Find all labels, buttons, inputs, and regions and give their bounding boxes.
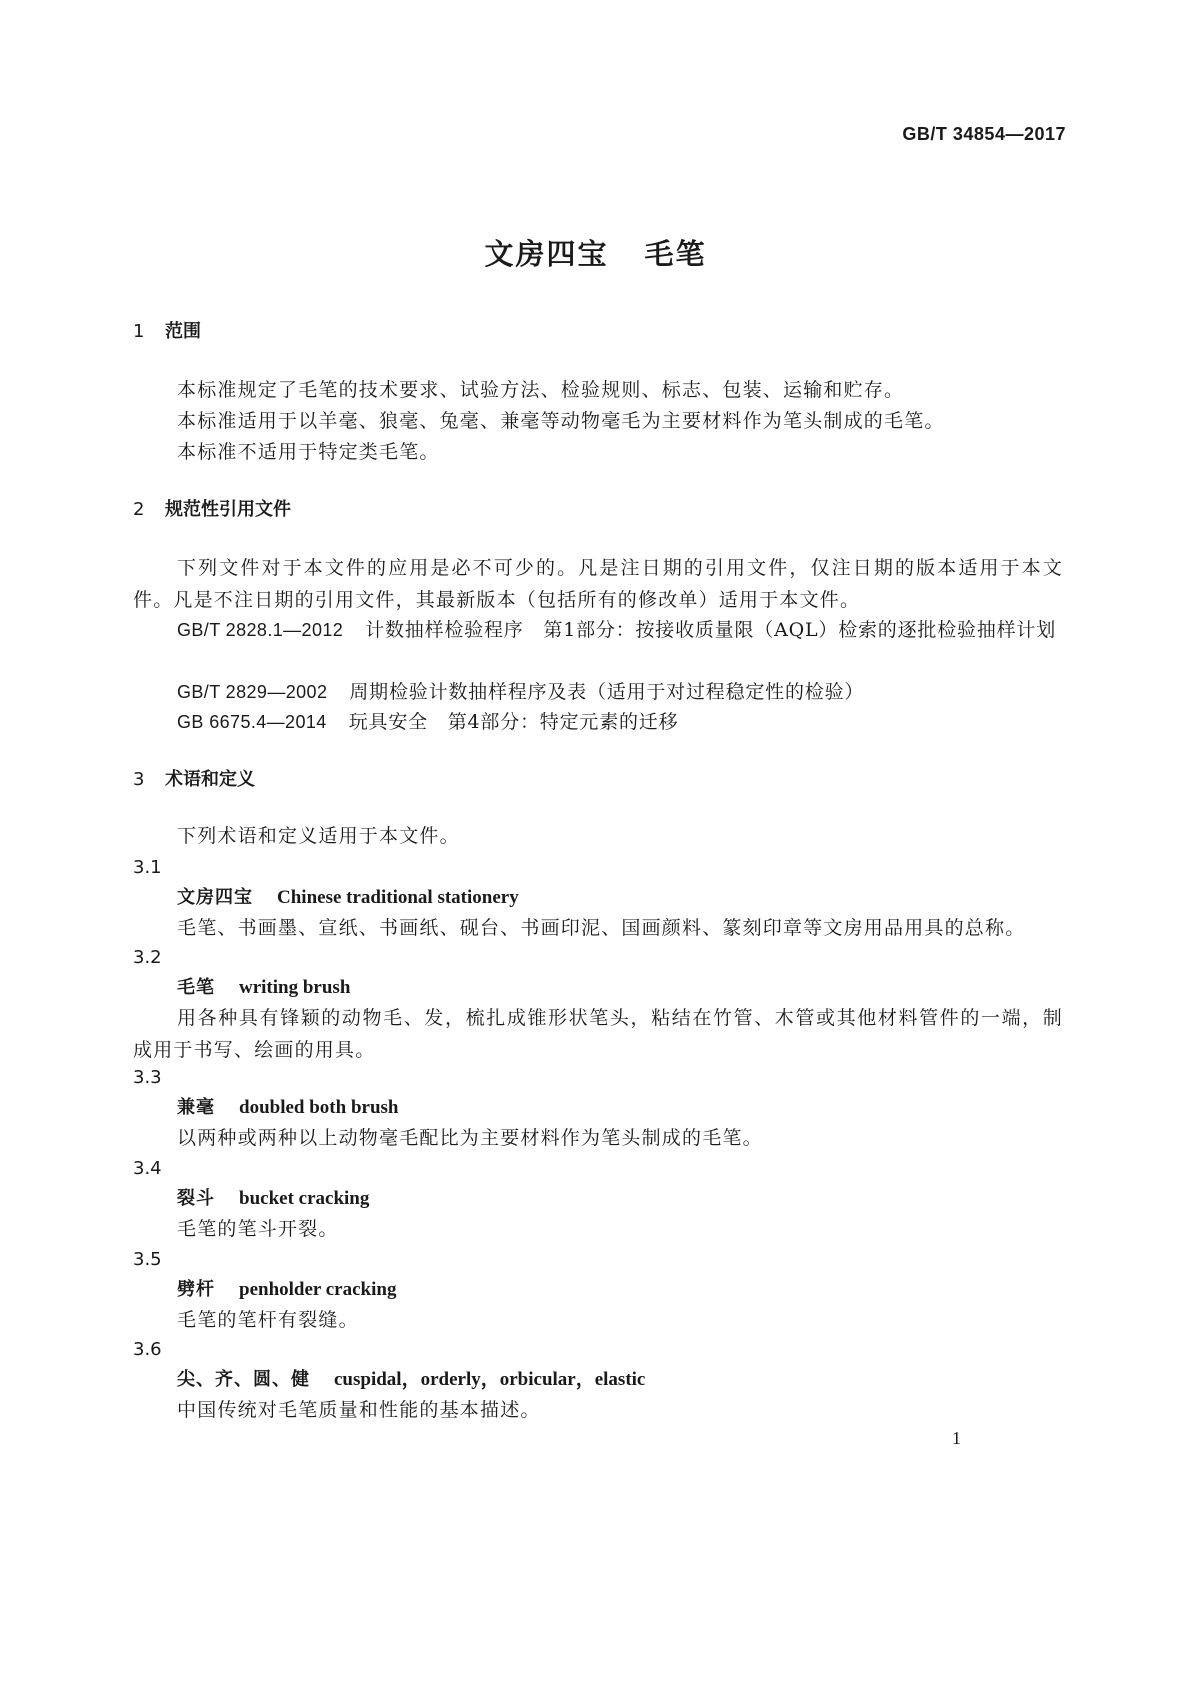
reference-item — [133, 614, 1063, 646]
reference-item — [133, 706, 1063, 738]
reference-code: GB 6675.4—2014 — [177, 712, 327, 732]
term-number: 3.6 — [133, 1339, 162, 1360]
term-entry — [133, 1364, 1107, 1396]
term-en: bucket cracking — [239, 1188, 370, 1209]
terms-intro: 下列术语和定义适用于本文件。 — [177, 825, 460, 847]
section-title: 范围 — [165, 321, 201, 342]
term-number: 3.3 — [133, 1067, 162, 1088]
standard-number: GB/T 34854—2017 — [902, 124, 1066, 144]
term-number: 3.1 — [133, 857, 162, 878]
term-en: penholder cracking — [239, 1279, 397, 1300]
term-definition: 毛笔的笔杆有裂缝。 — [177, 1309, 359, 1331]
term-en: Chinese traditional stationery — [277, 887, 519, 908]
scope-paragraph: 本标准不适用于特定类毛笔。 — [177, 441, 440, 463]
scope-paragraph: 本标准规定了毛笔的技术要求、试验方法、检验规则、标志、包装、运输和贮存。 — [177, 379, 905, 401]
term-entry — [133, 1092, 1107, 1124]
term-en: doubled both brush — [239, 1097, 399, 1118]
scope-paragraph: 本标准适用于以羊毫、狼毫、兔毫、兼毫等动物毫毛为主要材料作为笔头制成的毛笔。 — [177, 410, 945, 432]
term-entry — [133, 1274, 1107, 1306]
term-zh: 尖、齐、圆、健 — [177, 1369, 310, 1390]
term-number: 3.5 — [133, 1249, 162, 1270]
term-en: cuspidal，orderly，orbicular，elastic — [334, 1369, 646, 1390]
section-number: 3 — [133, 769, 145, 790]
section-heading-normative-refs — [133, 494, 1063, 526]
title-part-1: 文房四宝 — [484, 237, 609, 271]
section-title: 术语和定义 — [165, 769, 255, 790]
term-zh: 毛笔 — [177, 977, 215, 998]
section-title: 规范性引用文件 — [165, 499, 291, 520]
term-entry — [133, 882, 1107, 914]
document-title — [0, 232, 1191, 273]
term-zh: 裂斗 — [177, 1188, 215, 1209]
reference-title: 计数抽样检验程序 第1部分：按接收质量限（AQL）检索的逐批检验抽样计划 — [365, 619, 1056, 641]
section-heading-scope — [133, 316, 1063, 348]
term-definition: 用各种具有锋颖的动物毛、发，梳扎成锥形状笔头，粘结在竹管、木管或其他材料管件的一端，制成用于书写、绘画的用具。 — [133, 1007, 1063, 1061]
term-entry — [133, 1183, 1107, 1215]
normative-refs-intro: 下列文件对于本文件的应用是必不可少的。凡是注日期的引用文件，仅注日期的版本适用于本文件。凡是不注日期的引用文件，其最新版本（包括所有的修改单）适用于本文件。 — [133, 557, 1063, 611]
term-definition: 以两种或两种以上动物毫毛配比为主要材料作为笔头制成的毛笔。 — [177, 1127, 763, 1149]
term-entry — [133, 972, 1107, 1004]
section-number: 1 — [133, 321, 145, 342]
term-number: 3.4 — [133, 1158, 162, 1179]
section-number: 2 — [133, 499, 145, 520]
page-number: 1 — [952, 1428, 961, 1448]
section-heading-terms — [133, 764, 1063, 796]
reference-code: GB/T 2828.1—2012 — [177, 620, 344, 640]
term-en: writing brush — [239, 977, 351, 998]
term-zh: 兼毫 — [177, 1097, 215, 1118]
term-definition: 毛笔、书画墨、宣纸、书画纸、砚台、书画印泥、国画颜料、篆刻印章等文房用品用具的总称。 — [177, 917, 1026, 939]
term-definition: 毛笔的笔斗开裂。 — [177, 1218, 339, 1240]
title-part-2: 毛笔 — [644, 237, 707, 271]
term-zh: 文房四宝 — [177, 887, 253, 908]
term-number: 3.2 — [133, 947, 162, 968]
term-zh: 劈杆 — [177, 1279, 215, 1300]
reference-code: GB/T 2829—2002 — [177, 682, 328, 702]
term-definition: 中国传统对毛笔质量和性能的基本描述。 — [177, 1399, 541, 1421]
reference-title: 周期检验计数抽样程序及表（适用于对过程稳定性的检验） — [349, 681, 865, 703]
reference-item — [133, 676, 1063, 708]
reference-title: 玩具安全 第4部分：特定元素的迁移 — [348, 711, 679, 733]
